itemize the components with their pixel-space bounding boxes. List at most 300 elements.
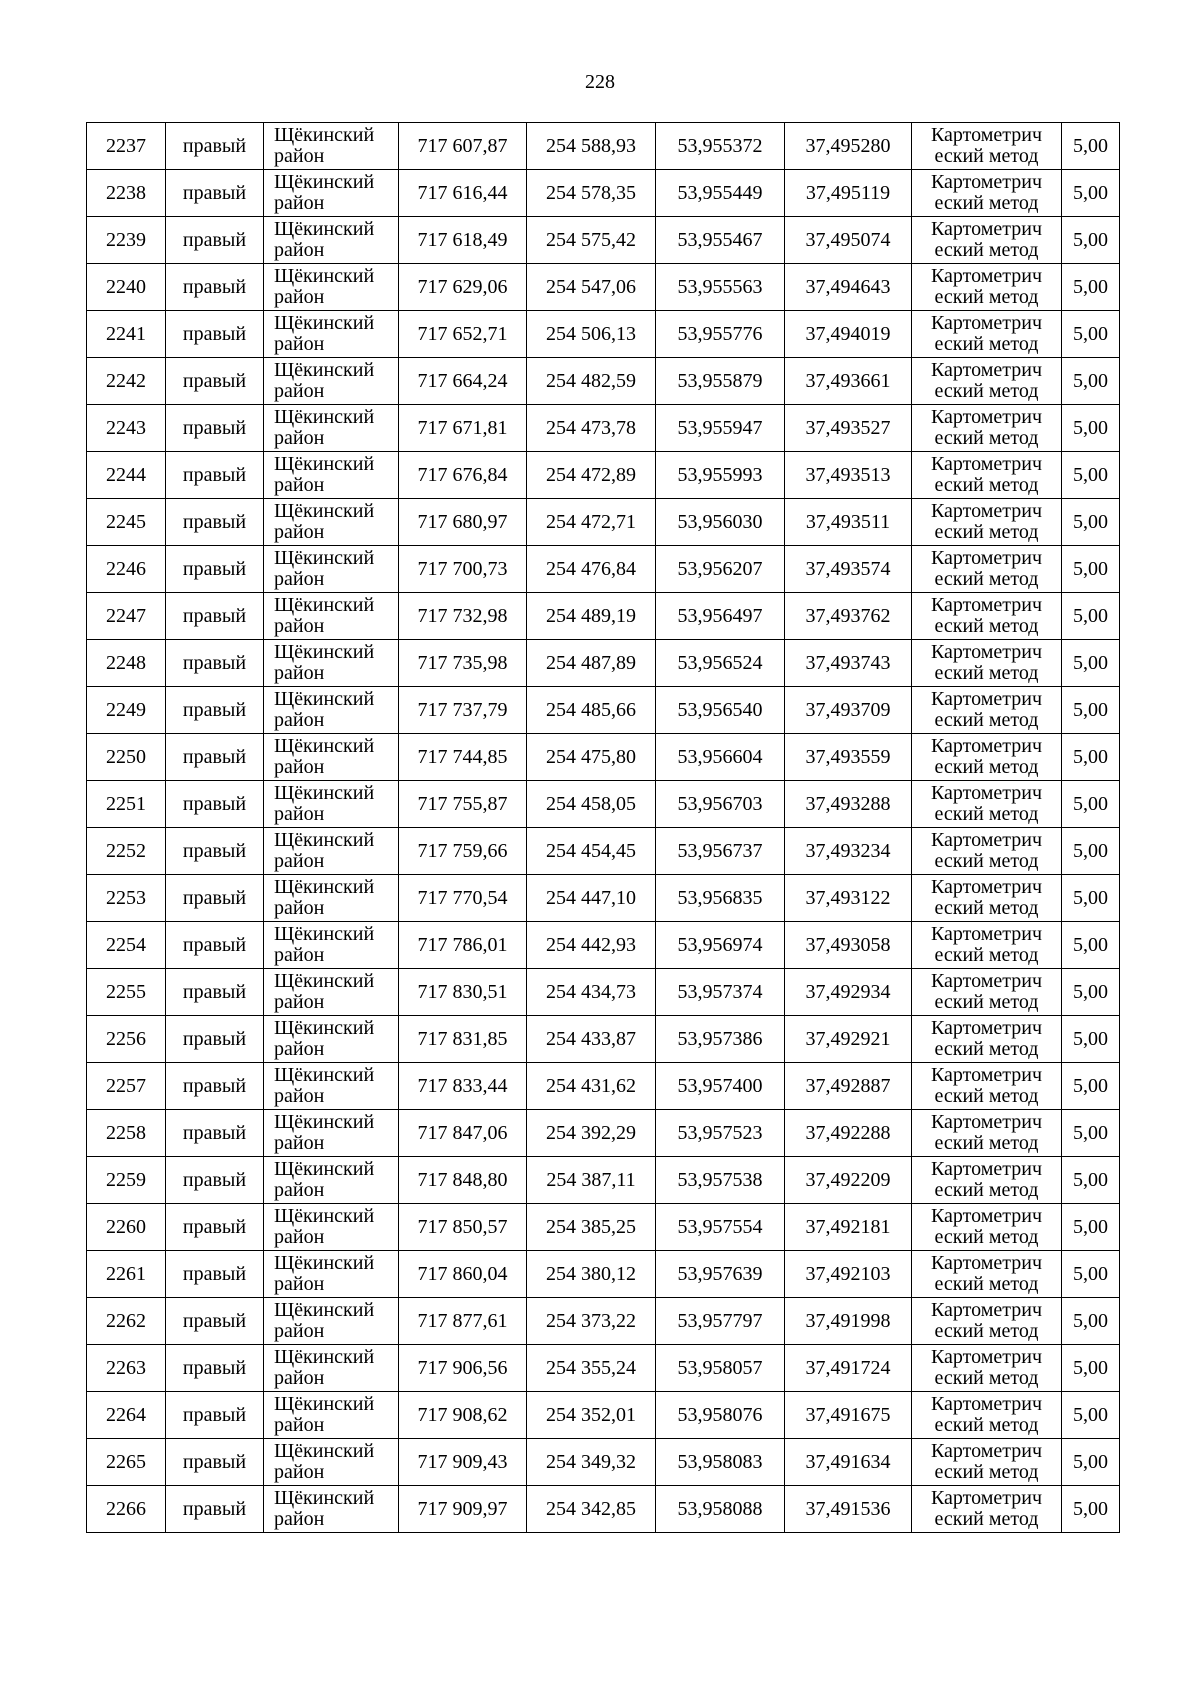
x-coordinate-cell: 717 676,84 [399, 452, 527, 499]
method-cell: Картометрич еский метод [912, 546, 1062, 593]
longitude-cell: 37,495119 [785, 170, 912, 217]
y-coordinate-cell: 254 482,59 [527, 358, 656, 405]
district-cell: Щёкинский район [264, 1251, 399, 1298]
y-coordinate-cell: 254 578,35 [527, 170, 656, 217]
longitude-cell: 37,491536 [785, 1486, 912, 1533]
bank-side-cell: правый [166, 1157, 264, 1204]
district-cell: Щёкинский район [264, 170, 399, 217]
y-coordinate-cell: 254 472,89 [527, 452, 656, 499]
x-coordinate-cell: 717 908,62 [399, 1392, 527, 1439]
latitude-cell: 53,955776 [656, 311, 785, 358]
bank-side-cell: правый [166, 687, 264, 734]
bank-side-cell: правый [166, 1063, 264, 1110]
latitude-cell: 53,956524 [656, 640, 785, 687]
y-coordinate-cell: 254 431,62 [527, 1063, 656, 1110]
point-number-cell: 2238 [87, 170, 166, 217]
y-coordinate-cell: 254 475,80 [527, 734, 656, 781]
latitude-cell: 53,955993 [656, 452, 785, 499]
accuracy-cell: 5,00 [1062, 687, 1120, 734]
district-cell: Щёкинский район [264, 1110, 399, 1157]
table-row [87, 405, 1120, 452]
accuracy-cell: 5,00 [1062, 1298, 1120, 1345]
longitude-cell: 37,492103 [785, 1251, 912, 1298]
table-row [87, 452, 1120, 499]
table-row [87, 922, 1120, 969]
longitude-cell: 37,492934 [785, 969, 912, 1016]
method-cell: Картометрич еский метод [912, 828, 1062, 875]
method-cell: Картометрич еский метод [912, 1204, 1062, 1251]
accuracy-cell: 5,00 [1062, 1345, 1120, 1392]
district-cell: Щёкинский район [264, 1063, 399, 1110]
longitude-cell: 37,492887 [785, 1063, 912, 1110]
latitude-cell: 53,958076 [656, 1392, 785, 1439]
latitude-cell: 53,956030 [656, 499, 785, 546]
x-coordinate-cell: 717 847,06 [399, 1110, 527, 1157]
point-number-cell: 2249 [87, 687, 166, 734]
table-row [87, 170, 1120, 217]
x-coordinate-cell: 717 848,80 [399, 1157, 527, 1204]
point-number-cell: 2248 [87, 640, 166, 687]
table-row [87, 1251, 1120, 1298]
point-number-cell: 2259 [87, 1157, 166, 1204]
x-coordinate-cell: 717 877,61 [399, 1298, 527, 1345]
district-cell: Щёкинский район [264, 1298, 399, 1345]
point-number-cell: 2263 [87, 1345, 166, 1392]
longitude-cell: 37,492288 [785, 1110, 912, 1157]
x-coordinate-cell: 717 831,85 [399, 1016, 527, 1063]
district-cell: Щёкинский район [264, 1392, 399, 1439]
longitude-cell: 37,492209 [785, 1157, 912, 1204]
x-coordinate-cell: 717 735,98 [399, 640, 527, 687]
method-cell: Картометрич еский метод [912, 499, 1062, 546]
accuracy-cell: 5,00 [1062, 452, 1120, 499]
x-coordinate-cell: 717 732,98 [399, 593, 527, 640]
y-coordinate-cell: 254 489,19 [527, 593, 656, 640]
point-number-cell: 2252 [87, 828, 166, 875]
y-coordinate-cell: 254 476,84 [527, 546, 656, 593]
accuracy-cell: 5,00 [1062, 499, 1120, 546]
table-body [87, 123, 1120, 1533]
district-cell: Щёкинский район [264, 217, 399, 264]
y-coordinate-cell: 254 380,12 [527, 1251, 656, 1298]
table-row [87, 499, 1120, 546]
y-coordinate-cell: 254 387,11 [527, 1157, 656, 1204]
point-number-cell: 2256 [87, 1016, 166, 1063]
longitude-cell: 37,491724 [785, 1345, 912, 1392]
method-cell: Картометрич еский метод [912, 170, 1062, 217]
longitude-cell: 37,493762 [785, 593, 912, 640]
x-coordinate-cell: 717 759,66 [399, 828, 527, 875]
latitude-cell: 53,957797 [656, 1298, 785, 1345]
table-row [87, 593, 1120, 640]
method-cell: Картометрич еский метод [912, 734, 1062, 781]
y-coordinate-cell: 254 487,89 [527, 640, 656, 687]
district-cell: Щёкинский район [264, 640, 399, 687]
y-coordinate-cell: 254 458,05 [527, 781, 656, 828]
y-coordinate-cell: 254 342,85 [527, 1486, 656, 1533]
y-coordinate-cell: 254 485,66 [527, 687, 656, 734]
longitude-cell: 37,493527 [785, 405, 912, 452]
x-coordinate-cell: 717 830,51 [399, 969, 527, 1016]
point-number-cell: 2239 [87, 217, 166, 264]
accuracy-cell: 5,00 [1062, 875, 1120, 922]
table-row [87, 1392, 1120, 1439]
bank-side-cell: правый [166, 969, 264, 1016]
page-number: 228 [585, 71, 615, 93]
y-coordinate-cell: 254 506,13 [527, 311, 656, 358]
method-cell: Картометрич еский метод [912, 1439, 1062, 1486]
accuracy-cell: 5,00 [1062, 969, 1120, 1016]
district-cell: Щёкинский район [264, 1016, 399, 1063]
point-number-cell: 2254 [87, 922, 166, 969]
method-cell: Картометрич еский метод [912, 405, 1062, 452]
table-row [87, 1204, 1120, 1251]
method-cell: Картометрич еский метод [912, 217, 1062, 264]
bank-side-cell: правый [166, 1016, 264, 1063]
latitude-cell: 53,955467 [656, 217, 785, 264]
accuracy-cell: 5,00 [1062, 405, 1120, 452]
x-coordinate-cell: 717 850,57 [399, 1204, 527, 1251]
district-cell: Щёкинский район [264, 828, 399, 875]
point-number-cell: 2237 [87, 123, 166, 170]
table-row [87, 1110, 1120, 1157]
longitude-cell: 37,493234 [785, 828, 912, 875]
table-row [87, 358, 1120, 405]
table-row [87, 123, 1120, 170]
longitude-cell: 37,493574 [785, 546, 912, 593]
district-cell: Щёкинский район [264, 1345, 399, 1392]
accuracy-cell: 5,00 [1062, 781, 1120, 828]
table-row [87, 781, 1120, 828]
bank-side-cell: правый [166, 546, 264, 593]
accuracy-cell: 5,00 [1062, 264, 1120, 311]
latitude-cell: 53,956207 [656, 546, 785, 593]
latitude-cell: 53,956835 [656, 875, 785, 922]
table-row [87, 1486, 1120, 1533]
longitude-cell: 37,491675 [785, 1392, 912, 1439]
district-cell: Щёкинский район [264, 452, 399, 499]
latitude-cell: 53,955947 [656, 405, 785, 452]
y-coordinate-cell: 254 373,22 [527, 1298, 656, 1345]
table-row [87, 875, 1120, 922]
method-cell: Картометрич еский метод [912, 640, 1062, 687]
district-cell: Щёкинский район [264, 922, 399, 969]
x-coordinate-cell: 717 680,97 [399, 499, 527, 546]
accuracy-cell: 5,00 [1062, 1110, 1120, 1157]
district-cell: Щёкинский район [264, 969, 399, 1016]
bank-side-cell: правый [166, 358, 264, 405]
x-coordinate-cell: 717 909,97 [399, 1486, 527, 1533]
latitude-cell: 53,957386 [656, 1016, 785, 1063]
table-row [87, 1298, 1120, 1345]
table-row [87, 264, 1120, 311]
longitude-cell: 37,491634 [785, 1439, 912, 1486]
district-cell: Щёкинский район [264, 358, 399, 405]
point-number-cell: 2253 [87, 875, 166, 922]
x-coordinate-cell: 717 652,71 [399, 311, 527, 358]
longitude-cell: 37,492181 [785, 1204, 912, 1251]
bank-side-cell: правый [166, 922, 264, 969]
x-coordinate-cell: 717 737,79 [399, 687, 527, 734]
latitude-cell: 53,957639 [656, 1251, 785, 1298]
point-number-cell: 2242 [87, 358, 166, 405]
y-coordinate-cell: 254 352,01 [527, 1392, 656, 1439]
latitude-cell: 53,955449 [656, 170, 785, 217]
x-coordinate-cell: 717 664,24 [399, 358, 527, 405]
latitude-cell: 53,957400 [656, 1063, 785, 1110]
accuracy-cell: 5,00 [1062, 1063, 1120, 1110]
x-coordinate-cell: 717 700,73 [399, 546, 527, 593]
bank-side-cell: правый [166, 452, 264, 499]
district-cell: Щёкинский район [264, 1439, 399, 1486]
y-coordinate-cell: 254 385,25 [527, 1204, 656, 1251]
latitude-cell: 53,955879 [656, 358, 785, 405]
x-coordinate-cell: 717 671,81 [399, 405, 527, 452]
method-cell: Картометрич еский метод [912, 123, 1062, 170]
bank-side-cell: правый [166, 781, 264, 828]
point-number-cell: 2251 [87, 781, 166, 828]
point-number-cell: 2243 [87, 405, 166, 452]
accuracy-cell: 5,00 [1062, 1392, 1120, 1439]
district-cell: Щёкинский район [264, 734, 399, 781]
latitude-cell: 53,956604 [656, 734, 785, 781]
y-coordinate-cell: 254 473,78 [527, 405, 656, 452]
point-number-cell: 2260 [87, 1204, 166, 1251]
method-cell: Картометрич еский метод [912, 922, 1062, 969]
point-number-cell: 2261 [87, 1251, 166, 1298]
point-number-cell: 2264 [87, 1392, 166, 1439]
accuracy-cell: 5,00 [1062, 1204, 1120, 1251]
latitude-cell: 53,956737 [656, 828, 785, 875]
latitude-cell: 53,955372 [656, 123, 785, 170]
bank-side-cell: правый [166, 405, 264, 452]
method-cell: Картометрич еский метод [912, 264, 1062, 311]
bank-side-cell: правый [166, 1298, 264, 1345]
accuracy-cell: 5,00 [1062, 1486, 1120, 1533]
district-cell: Щёкинский район [264, 405, 399, 452]
method-cell: Картометрич еский метод [912, 1016, 1062, 1063]
bank-side-cell: правый [166, 828, 264, 875]
y-coordinate-cell: 254 588,93 [527, 123, 656, 170]
longitude-cell: 37,492921 [785, 1016, 912, 1063]
method-cell: Картометрич еский метод [912, 687, 1062, 734]
accuracy-cell: 5,00 [1062, 640, 1120, 687]
y-coordinate-cell: 254 349,32 [527, 1439, 656, 1486]
table-row [87, 546, 1120, 593]
point-number-cell: 2246 [87, 546, 166, 593]
bank-side-cell: правый [166, 1392, 264, 1439]
y-coordinate-cell: 254 433,87 [527, 1016, 656, 1063]
longitude-cell: 37,493559 [785, 734, 912, 781]
method-cell: Картометрич еский метод [912, 1157, 1062, 1204]
district-cell: Щёкинский район [264, 123, 399, 170]
point-number-cell: 2244 [87, 452, 166, 499]
point-number-cell: 2245 [87, 499, 166, 546]
y-coordinate-cell: 254 447,10 [527, 875, 656, 922]
accuracy-cell: 5,00 [1062, 1251, 1120, 1298]
point-number-cell: 2266 [87, 1486, 166, 1533]
x-coordinate-cell: 717 744,85 [399, 734, 527, 781]
bank-side-cell: правый [166, 217, 264, 264]
accuracy-cell: 5,00 [1062, 170, 1120, 217]
latitude-cell: 53,957554 [656, 1204, 785, 1251]
table-row [87, 734, 1120, 781]
point-number-cell: 2240 [87, 264, 166, 311]
x-coordinate-cell: 717 618,49 [399, 217, 527, 264]
accuracy-cell: 5,00 [1062, 1016, 1120, 1063]
table-row [87, 640, 1120, 687]
accuracy-cell: 5,00 [1062, 123, 1120, 170]
bank-side-cell: правый [166, 1204, 264, 1251]
method-cell: Картометрич еский метод [912, 1063, 1062, 1110]
method-cell: Картометрич еский метод [912, 1486, 1062, 1533]
bank-side-cell: правый [166, 1486, 264, 1533]
x-coordinate-cell: 717 770,54 [399, 875, 527, 922]
latitude-cell: 53,958088 [656, 1486, 785, 1533]
method-cell: Картометрич еский метод [912, 875, 1062, 922]
longitude-cell: 37,493709 [785, 687, 912, 734]
bank-side-cell: правый [166, 264, 264, 311]
accuracy-cell: 5,00 [1062, 922, 1120, 969]
x-coordinate-cell: 717 860,04 [399, 1251, 527, 1298]
method-cell: Картометрич еский метод [912, 1110, 1062, 1157]
district-cell: Щёкинский район [264, 1486, 399, 1533]
table-row [87, 1345, 1120, 1392]
district-cell: Щёкинский район [264, 1204, 399, 1251]
y-coordinate-cell: 254 454,45 [527, 828, 656, 875]
method-cell: Картометрич еский метод [912, 311, 1062, 358]
longitude-cell: 37,493288 [785, 781, 912, 828]
point-number-cell: 2258 [87, 1110, 166, 1157]
table-row [87, 311, 1120, 358]
y-coordinate-cell: 254 434,73 [527, 969, 656, 1016]
latitude-cell: 53,958057 [656, 1345, 785, 1392]
bank-side-cell: правый [166, 1251, 264, 1298]
longitude-cell: 37,494019 [785, 311, 912, 358]
accuracy-cell: 5,00 [1062, 828, 1120, 875]
x-coordinate-cell: 717 607,87 [399, 123, 527, 170]
bank-side-cell: правый [166, 123, 264, 170]
bank-side-cell: правый [166, 499, 264, 546]
table-row [87, 1016, 1120, 1063]
table-row [87, 828, 1120, 875]
latitude-cell: 53,956703 [656, 781, 785, 828]
longitude-cell: 37,495074 [785, 217, 912, 264]
longitude-cell: 37,493058 [785, 922, 912, 969]
point-number-cell: 2262 [87, 1298, 166, 1345]
district-cell: Щёкинский район [264, 687, 399, 734]
longitude-cell: 37,493661 [785, 358, 912, 405]
point-number-cell: 2265 [87, 1439, 166, 1486]
method-cell: Картометрич еский метод [912, 969, 1062, 1016]
method-cell: Картометрич еский метод [912, 593, 1062, 640]
accuracy-cell: 5,00 [1062, 1157, 1120, 1204]
district-cell: Щёкинский район [264, 499, 399, 546]
y-coordinate-cell: 254 392,29 [527, 1110, 656, 1157]
table-row [87, 1439, 1120, 1486]
y-coordinate-cell: 254 575,42 [527, 217, 656, 264]
x-coordinate-cell: 717 906,56 [399, 1345, 527, 1392]
table-row [87, 217, 1120, 264]
bank-side-cell: правый [166, 593, 264, 640]
point-number-cell: 2255 [87, 969, 166, 1016]
longitude-cell: 37,493743 [785, 640, 912, 687]
longitude-cell: 37,493122 [785, 875, 912, 922]
accuracy-cell: 5,00 [1062, 546, 1120, 593]
point-number-cell: 2247 [87, 593, 166, 640]
method-cell: Картометрич еский метод [912, 1298, 1062, 1345]
accuracy-cell: 5,00 [1062, 593, 1120, 640]
longitude-cell: 37,494643 [785, 264, 912, 311]
y-coordinate-cell: 254 472,71 [527, 499, 656, 546]
latitude-cell: 53,956497 [656, 593, 785, 640]
longitude-cell: 37,493511 [785, 499, 912, 546]
latitude-cell: 53,956540 [656, 687, 785, 734]
table-row [87, 969, 1120, 1016]
latitude-cell: 53,957538 [656, 1157, 785, 1204]
x-coordinate-cell: 717 755,87 [399, 781, 527, 828]
coordinates-table [86, 122, 1120, 1533]
latitude-cell: 53,958083 [656, 1439, 785, 1486]
bank-side-cell: правый [166, 1110, 264, 1157]
table-row [87, 687, 1120, 734]
point-number-cell: 2241 [87, 311, 166, 358]
x-coordinate-cell: 717 616,44 [399, 170, 527, 217]
method-cell: Картометрич еский метод [912, 452, 1062, 499]
point-number-cell: 2257 [87, 1063, 166, 1110]
x-coordinate-cell: 717 833,44 [399, 1063, 527, 1110]
longitude-cell: 37,493513 [785, 452, 912, 499]
accuracy-cell: 5,00 [1062, 734, 1120, 781]
y-coordinate-cell: 254 442,93 [527, 922, 656, 969]
method-cell: Картометрич еский метод [912, 781, 1062, 828]
latitude-cell: 53,956974 [656, 922, 785, 969]
district-cell: Щёкинский район [264, 1157, 399, 1204]
accuracy-cell: 5,00 [1062, 358, 1120, 405]
district-cell: Щёкинский район [264, 875, 399, 922]
accuracy-cell: 5,00 [1062, 217, 1120, 264]
bank-side-cell: правый [166, 640, 264, 687]
latitude-cell: 53,957374 [656, 969, 785, 1016]
table-row [87, 1157, 1120, 1204]
district-cell: Щёкинский район [264, 264, 399, 311]
bank-side-cell: правый [166, 1439, 264, 1486]
accuracy-cell: 5,00 [1062, 311, 1120, 358]
x-coordinate-cell: 717 629,06 [399, 264, 527, 311]
district-cell: Щёкинский район [264, 593, 399, 640]
bank-side-cell: правый [166, 311, 264, 358]
latitude-cell: 53,955563 [656, 264, 785, 311]
method-cell: Картометрич еский метод [912, 358, 1062, 405]
table-row [87, 1063, 1120, 1110]
accuracy-cell: 5,00 [1062, 1439, 1120, 1486]
x-coordinate-cell: 717 909,43 [399, 1439, 527, 1486]
x-coordinate-cell: 717 786,01 [399, 922, 527, 969]
district-cell: Щёкинский район [264, 546, 399, 593]
point-number-cell: 2250 [87, 734, 166, 781]
method-cell: Картометрич еский метод [912, 1345, 1062, 1392]
bank-side-cell: правый [166, 734, 264, 781]
latitude-cell: 53,957523 [656, 1110, 785, 1157]
district-cell: Щёкинский район [264, 311, 399, 358]
district-cell: Щёкинский район [264, 781, 399, 828]
method-cell: Картометрич еский метод [912, 1392, 1062, 1439]
method-cell: Картометрич еский метод [912, 1251, 1062, 1298]
bank-side-cell: правый [166, 1345, 264, 1392]
y-coordinate-cell: 254 355,24 [527, 1345, 656, 1392]
bank-side-cell: правый [166, 170, 264, 217]
longitude-cell: 37,495280 [785, 123, 912, 170]
